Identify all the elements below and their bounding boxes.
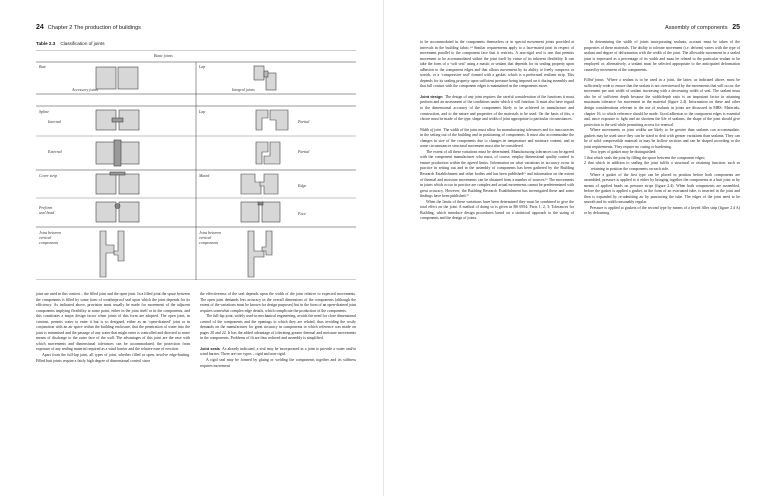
cell-butt: Butt bbox=[39, 64, 46, 69]
filled-joints-text: Where a sealant is to be used in a joint, the latter, as indicated above, must be sufficiently wide to ensure that the sealant is not overstressed by the movements that will occur: the movement per unit width of sealant increasing with a decreasing width of seal. The sealant must also be of sufficient depth because the width/depth ratio is an important factor in attaining maximum tolerance for movement in the material (figure 2.4). Information on these and other design considerations relevant to the use of sealants in joints are discussed in MBS: Materials, chapter 16, to which reference should be made. Good adhesion to the component edges is essential and, since exposure to light and air shortens the life of sealants, the shape of the joint should give protection to the seal while permitting access for renewal. bbox=[584, 78, 741, 127]
cell-cover-strip: Cover strip bbox=[39, 173, 58, 178]
vertical-joint-figure-left bbox=[100, 231, 124, 277]
cell-joint-between-2: Joint between bbox=[199, 230, 222, 235]
table-caption bbox=[36, 41, 105, 46]
right-col2-para-first-type: Where a gasket of the first type can be placed in position before both components are assembled, pressure is applied to it either by bringing together the components at a butt joint or by means of applied beads on pressure strips (figure 2.4). When both components are assembled, before the gasket is applied a gasket, in the form of an evacuated tube, is inserted in the joint and then is expanded by re-admitting air by puncturing the tube. The edges of the joint need to be smooth and its width reasonably regular. bbox=[584, 172, 740, 205]
right-column-2 bbox=[584, 40, 740, 217]
cell-preform: Preform bbox=[39, 205, 53, 210]
joint-classification-table bbox=[36, 50, 356, 280]
cell-vertical: vertical bbox=[39, 235, 52, 240]
left-col2-para-1: the effectiveness of the seal depends upon the width of the joint relative to expected movements. The open joint demands less accuracy in the overall dimensions of the components (although the extent of the variations must be known for design purposes) but in the form of an open-drained joint requires somewhat complex edge details, which complicate the production of the components. bbox=[200, 292, 356, 313]
spline-joint-figure bbox=[96, 110, 139, 166]
butt-joint-figure bbox=[96, 67, 138, 89]
face-joint-figure bbox=[241, 202, 280, 222]
left-page-number: 24 bbox=[36, 24, 44, 31]
header-accessory: Accessory joints bbox=[72, 87, 99, 92]
joint-seals-heading: Joint seals bbox=[200, 346, 220, 351]
gasket-type-list bbox=[584, 156, 740, 173]
filled-joints-heading: Filled joints bbox=[584, 78, 604, 83]
right-header-title: Assembly of components bbox=[665, 25, 728, 31]
cell-seal-bead: seal bead bbox=[39, 210, 55, 215]
cell-edge: Edge bbox=[298, 183, 307, 188]
right-col2-para-1: In determining the width of joints incorporating sealants, account must be taken of the properties of these materials. The ability to tolerate movement (i.e. deform) varies with the type of sealant and degree of deformation with the width of the joint. The allowable movement in a sealed joint is expressed as a percentage of its width and must be related to the particular sealant to be employed or, alternatively, a sealant must be selected appropriate to the anticipated deformation caused by movement of the components. bbox=[584, 40, 740, 72]
cell-components-2: components bbox=[199, 240, 219, 245]
left-col2-para-2: The full-lap joint, widely used in mechanical engineering, avoids the need for close dimensional control of the components and the openings to which they are related, thus avoiding the costly demands on the manufacturer for great accuracy in components to which reference was made on pages 20 and 22. It has the added advantage of tolerating greater thermal and moisture movements in the components. Problems of fit are thus reduced and assembly is simplified. bbox=[200, 314, 356, 341]
cell-partial-2: Partial bbox=[298, 149, 310, 154]
table-label: Table 2.3 bbox=[36, 41, 56, 46]
cell-joint-between: Joint between bbox=[39, 230, 62, 235]
left-col2-tail: A rigid seal may be formed by gluing or welding the components together and its stiffness requires movement bbox=[200, 358, 356, 368]
mated-edge-figure bbox=[241, 174, 278, 194]
preform-seal-figure bbox=[96, 202, 139, 222]
cover-strip-figure bbox=[96, 172, 139, 194]
table-drawing bbox=[36, 50, 356, 280]
right-col2-para-types: Two types of gasket may be distinguished: bbox=[590, 150, 657, 155]
left-col1-para-1: joint are used in this context – the filled joint and the open joint. In a filled joint the space between the components is filled by some form of weatherproof seal upon which the joint depends for its efficiency. As indicated above, provision must usually be made for movement of the adjacent components implying flexibility at some point, either in the joint itself or in the components, and this constitutes a major design factor when joints of this form are adopted. The open joint, in contrast, permits water to enter it but is so designed, either as an ‘open-drained’ joint or in conjunction with an air space within the building enclosure, that the penetration of water into the joint is minimised and the passage of any water that might enter is controlled and directed to some means of discharge to the outer face of the wall. The advantages of this joint are the ease with which movements and dimensional tolerances can be accommodated, the protection from exposure of any sealing material required as a wind barrier and the relative ease of erection. bbox=[36, 292, 190, 352]
right-col1-para-variations: The extent of all these variations must be determined. Manufacturing tolerances can be agreed with the component manufacturer who must, of course, employ dimensional quality control to ensure production within the agreed limits. Information on what variations in accuracy occur in practice in setting out and in the assembly of components has been gathered by the Building Research Establishment and other bodies and has been published¹⁵ and information on the extent of thermal and moisture movements can be obtained from a number of sources.¹⁶ The movements in joints which occur in practice are complex and actual movements cannot be predetermined with great accuracy. However, the Building Research Establishment has investigated these and some findings have been published.¹⁷ bbox=[420, 149, 574, 199]
cell-vertical-2: vertical bbox=[199, 235, 212, 240]
right-col1-para-limits: When the limits of these variations have been determined they must be combined to give the total effect on the joint. A method of doing so is given in BS 6954: Parts 1, 2, 3: Tolerances for Building, which introduce design procedures based on a statistical approach to the sizing of components and the design of joints. bbox=[420, 199, 574, 221]
cell-face: Face bbox=[298, 211, 306, 216]
right-col2-para-gaskets: Where movements or joint widths are likely to be greater than sealants can accommodate, gaskets may be used since they can be sized to deal with greater variations than sealants. They can be of solid compressible material or may be hollow sections and can be shaped according to the joint requirements. They require no curing or hardening. bbox=[584, 128, 740, 149]
width-of-joint-text: The width of the joint must allow for manufacturing tolerances and for inaccuracies in the setting out of the building and in positioning of components. It must also accommodate the changes in size of the components due to changes in temperature and moisture content, and in some circumstances structural movement must also be considered. bbox=[420, 127, 575, 149]
cell-lap: Lap bbox=[199, 64, 206, 69]
header-basic: Basic joints bbox=[154, 53, 173, 58]
vertical-joint-figure-right bbox=[248, 231, 272, 277]
right-page-number: 25 bbox=[732, 24, 740, 31]
width-of-joint-heading: Width of joint bbox=[420, 127, 442, 132]
joint-design-heading: Joint design bbox=[420, 94, 443, 99]
right-col2-para-pressure: Pressure is applied to gaskets of the second type by means of a keyed filler strip (figure 2.4 A) or by deforming bbox=[584, 205, 740, 216]
cell-internal: Internal bbox=[48, 119, 61, 124]
joint-seals-text: As already indicated, a seal may be incorporated in a joint to provide a water and/or wind barrier. There are two types – rigid and non-rigid. bbox=[200, 346, 356, 357]
joint-design-text: The design of any joint requires the careful consideration of the functions it must perform and an assessment of the conditions under which it will function. It must also have regard to the dimensional accuracy of the components likely to be achieved in manufacture and construction, and to the nature and properties of the materials to be used. On the basis of this, a choice must be made of the type, shape and width of joint appropriate to particular circumstances. bbox=[420, 94, 574, 122]
header-integral: Integral joints bbox=[232, 87, 255, 92]
gasket-type-1: 1 that which seals the joint by filling the space between the component edges; bbox=[584, 155, 706, 160]
right-running-header bbox=[665, 24, 740, 31]
right-col1-para-1: to be accommodated in the components themselves or in special movement joints provided at intervals in the building fabric.¹⁴ Similar requirements apply to a face-mated joint in respect of movement parallel to the component face that it restricts. A non-rigid seal is one that permits movement to be accommodated within the joint itself by virtue of its inherent flexibility. It can take the form of a ‘soft seal’ using a mastic or sealant that depends for its sealing property upon adhesion to the component edges and that allows movement by its ability to freely compress or stretch, or a ‘compressive seal’ formed with a gasket, which is a preformed resilient strip. This depends for its sealing property upon sufficient pressure being imposed on it during assembly and that full contact with the component edges is maintained as the components move. bbox=[420, 40, 574, 89]
joint-design-section bbox=[420, 95, 574, 123]
partial-lap-figure bbox=[256, 110, 288, 164]
cell-partial-1: Partial bbox=[298, 119, 310, 124]
left-column-2 bbox=[200, 292, 356, 369]
left-header-title: Chapter 2 The production of buildings bbox=[47, 25, 141, 31]
right-page bbox=[384, 0, 768, 496]
cell-mated: Mated bbox=[199, 173, 210, 178]
cell-external: External bbox=[48, 149, 62, 154]
gasket-type-2: 2 that which in addition to sealing the joint fulfils a structural or retaining function, such as retaining in position the components on each side. bbox=[584, 161, 740, 172]
lap-joint-figure bbox=[254, 66, 276, 90]
left-col1-para-2: Apart from the full-lap joint, all types of joint, whether filled or open, involve edge-butting. Filled butt joints require a fairly high degree of dimensional control since bbox=[36, 353, 190, 363]
cell-components: components bbox=[39, 240, 59, 245]
cell-lap-2: Lap bbox=[199, 109, 206, 114]
left-column-1 bbox=[36, 292, 190, 364]
right-column-1 bbox=[420, 40, 574, 222]
filled-joints-section bbox=[584, 78, 740, 128]
left-running-header bbox=[36, 24, 141, 31]
width-of-joint-section bbox=[420, 128, 574, 150]
joint-seals-section bbox=[200, 347, 356, 358]
cell-spline: Spline bbox=[39, 109, 49, 114]
table-title: Classification of joints bbox=[60, 41, 105, 46]
